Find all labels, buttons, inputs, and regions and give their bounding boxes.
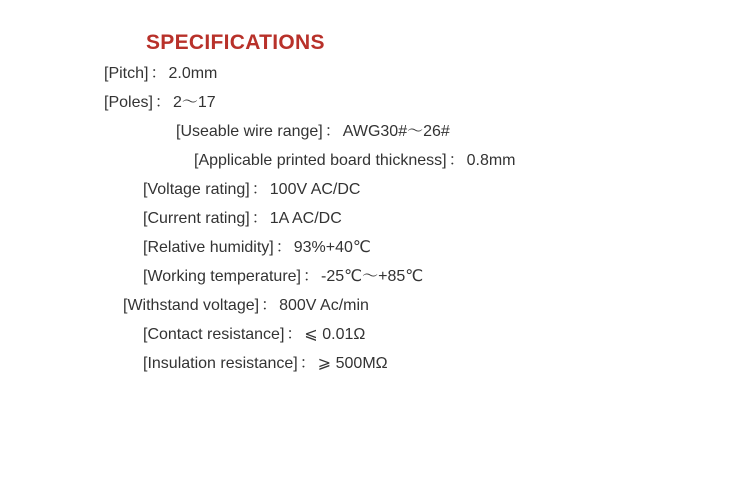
spec-value: 0.8mm	[466, 152, 516, 169]
spec-label: [Insulation resistance]	[143, 355, 298, 372]
spec-poles	[104, 93, 216, 113]
page-title: SPECIFICATIONS	[146, 31, 325, 54]
spec-label: [Current rating]	[143, 210, 250, 227]
spec-value: ⩾ 500MΩ	[317, 355, 388, 372]
spec-wire-range	[176, 122, 450, 142]
spec-separator: ：	[275, 239, 292, 256]
spec-value: AWG30#～26#	[342, 123, 450, 140]
spec-label: [Applicable printed board thickness]	[194, 152, 447, 169]
spec-value: 2.0mm	[168, 65, 218, 82]
spec-label: [Contact resistance]	[143, 326, 285, 343]
spec-separator: ：	[251, 210, 268, 227]
spec-separator: ：	[448, 152, 465, 169]
spec-current-rating	[143, 209, 342, 229]
spec-pitch	[104, 64, 217, 84]
spec-separator: ：	[303, 268, 320, 285]
spec-value: ⩽ 0.01Ω	[304, 326, 366, 343]
spec-value: 800V Ac/min	[279, 297, 369, 314]
spec-voltage-rating	[143, 180, 360, 200]
spec-relative-humidity	[143, 238, 371, 258]
spec-label: [Voltage rating]	[143, 181, 250, 198]
spec-separator: ：	[324, 123, 341, 140]
spec-value: 93%+40℃	[293, 239, 371, 256]
spec-label: [Working temperature]	[143, 268, 301, 285]
spec-separator: ：	[150, 65, 167, 82]
spec-value: 100V AC/DC	[269, 181, 361, 198]
spec-separator: ：	[286, 326, 303, 343]
spec-board-thickness	[194, 151, 516, 171]
spec-insulation-resistance	[143, 354, 388, 374]
spec-working-temperature	[143, 267, 423, 287]
spec-withstand-voltage	[123, 296, 369, 316]
spec-separator: ：	[251, 181, 268, 198]
spec-contact-resistance	[143, 325, 365, 345]
spec-label: [Useable wire range]	[176, 123, 323, 140]
spec-label: [Poles]	[104, 94, 153, 111]
spec-label: [Withstand voltage]	[123, 297, 260, 314]
spec-label: [Relative humidity]	[143, 239, 274, 256]
spec-value: 2～17	[172, 94, 216, 111]
spec-separator: ：	[261, 297, 278, 314]
spec-separator: ：	[154, 94, 171, 111]
spec-value: -25℃～+85℃	[321, 268, 424, 285]
spec-label: [Pitch]	[104, 65, 149, 82]
spec-separator: ：	[299, 355, 316, 372]
spec-value: 1A AC/DC	[269, 210, 342, 227]
